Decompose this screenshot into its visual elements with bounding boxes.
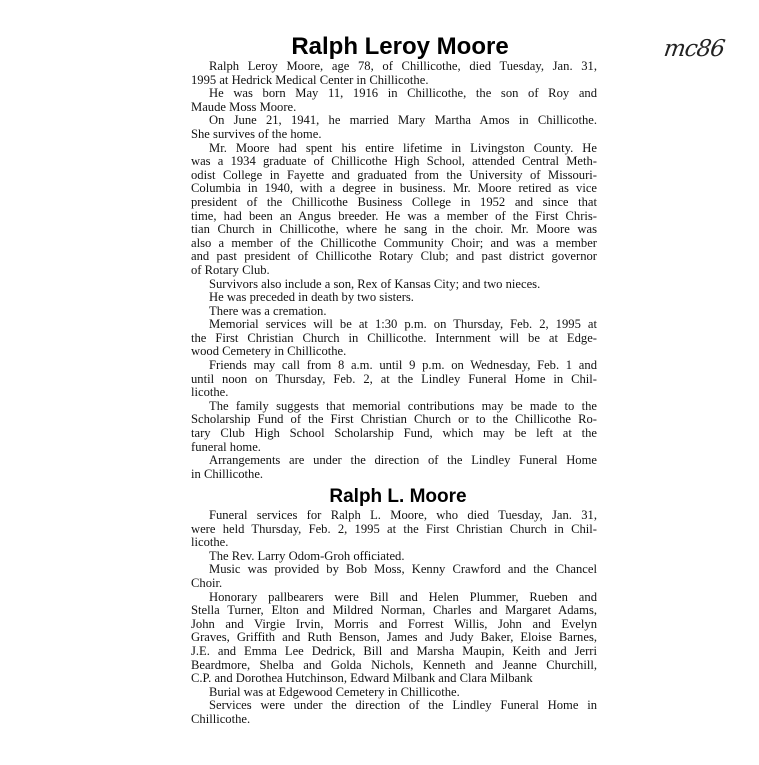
text-line: of Rotary Club. [191, 263, 270, 277]
text-line: 1995 at Hedrick Medical Center in Chillicothe. [191, 73, 429, 87]
text-line: C.P. and Dorothea Hutchinson, Edward Milbank and Clara Milbank [191, 672, 533, 686]
paragraph [191, 563, 597, 590]
paragraph [191, 60, 597, 87]
paragraph [191, 359, 597, 400]
text-line: Ralph Leroy Moore, age 78, of Chillicothe, died Tuesday, Jan. 31, [209, 60, 597, 73]
text-line: He was born May 11, 1916 in Chillicothe, the son of Roy and [209, 87, 597, 101]
text-line: The Rev. Larry Odom-Groh officiated. [209, 549, 405, 563]
paragraph [191, 114, 597, 141]
text-line: Chillicothe. [191, 712, 251, 726]
text-line: were held Thursday, Feb. 2, 1995 at the First Christian Church in Chil- [191, 522, 597, 536]
funeral-notice-title: Ralph L. Moore [329, 486, 467, 507]
text-line: odist College in Fayette and graduated from the University of Missouri- [191, 168, 597, 182]
handwritten-note: mc86 [662, 36, 726, 62]
text-line: He was preceded in death by two sisters. [209, 291, 414, 305]
paragraph [191, 305, 597, 319]
text-line: Columbia in 1940, with a degree in business. Mr. Moore retired as vice [191, 182, 597, 196]
text-line: in Chillicothe. [191, 467, 264, 481]
funeral-notice-body [191, 509, 597, 727]
text-line: Music was provided by Bob Moss, Kenny Crawford and the Chancel [209, 563, 597, 577]
paragraph [191, 87, 597, 114]
text-line: The family suggests that memorial contributions may be made to the [209, 399, 597, 413]
text-line: There was a cremation. [209, 304, 327, 318]
paragraph [191, 699, 597, 726]
text-line: On June 21, 1941, he married Mary Martha Amos in Chillicothe. [209, 114, 597, 128]
text-line: Survivors also include a son, Rex of Kansas City; and two nieces. [209, 277, 541, 291]
text-line: Choir. [191, 576, 223, 590]
text-line: licothe. [191, 536, 229, 550]
text-line: and past president of Chillicothe Rotary Club; and past district governor [191, 250, 597, 264]
paragraph [191, 318, 597, 359]
text-line: until noon on Thursday, Feb. 2, at the Lindley Funeral Home in Chil- [191, 372, 597, 386]
text-line: Funeral services for Ralph L. Moore, who died Tuesday, Jan. 31, [209, 509, 597, 522]
text-line: also a member of the Chillicothe Community Choir; and was a member [191, 236, 597, 250]
paragraph [191, 400, 597, 454]
text-line: was a 1934 graduate of Chillicothe High School, attended Central Meth- [191, 155, 597, 169]
text-line: licothe. [191, 386, 229, 400]
text-line: tian Church in Chillicothe, where he sang in the choir. Mr. Moore was [191, 223, 597, 237]
text-line: Arrangements are under the direction of the Lindley Funeral Home [209, 454, 597, 468]
text-line: Memorial services will be at 1:30 p.m. on Thursday, Feb. 2, 1995 at [209, 318, 597, 332]
text-line: She survives of the home. [191, 127, 322, 141]
text-line: Mr. Moore had spent his entire lifetime in Livingston County. He [209, 141, 597, 155]
text-line: Scholarship Fund of the First Christian Church or to the Chillicothe Ro- [191, 413, 597, 427]
text-line: Honorary pallbearers were Bill and Helen Plummer, Rueben and [209, 590, 597, 604]
text-line: funeral home. [191, 440, 261, 454]
paragraph [191, 278, 597, 292]
text-line: Services were under the direction of the Lindley Funeral Home in [209, 699, 597, 713]
text-line: president of the Chillicothe Business College in 1952 and since that [191, 195, 597, 209]
paragraph [191, 550, 597, 564]
text-line: Graves, Griffith and Ruth Benson, James and Judy Baker, Eloise Barnes, [191, 631, 597, 645]
obituary-body [191, 60, 597, 481]
paragraph [191, 591, 597, 686]
text-line: J.E. and Emma Lee Dedrick, Bill and Marsha Maupin, Keith and Jerri [191, 644, 597, 658]
text-line: Stella Turner, Elton and Mildred Norman, Charles and Margaret Adams, [191, 604, 597, 618]
paragraph [191, 454, 597, 481]
paragraph [191, 509, 597, 550]
paragraph [191, 686, 597, 700]
text-line: John and Virgie Irvin, Morris and Forrest Willis, John and Evelyn [191, 617, 597, 631]
text-line: Maude Moss Moore. [191, 100, 297, 114]
text-line: wood Cemetery in Chillicothe. [191, 345, 347, 359]
text-line: Beardmore, Shelba and Golda Nichols, Kenneth and Jeanne Churchill, [191, 658, 597, 672]
text-line: Friends may call from 8 a.m. until 9 p.m. on Wednesday, Feb. 1 and [209, 359, 597, 373]
funeral-notice-section [191, 484, 597, 727]
obituary-section [191, 34, 597, 481]
text-line: time, had been an Angus breeder. He was a member of the First Chris- [191, 209, 597, 223]
paragraph [191, 142, 597, 278]
obituary-title: Ralph Leroy Moore [291, 33, 509, 60]
text-line: the First Christian Church in Chillicothe. Internment will be at Edge- [191, 331, 597, 345]
text-line: Burial was at Edgewood Cemetery in Chillicothe. [209, 685, 460, 699]
paragraph [191, 291, 597, 305]
text-line: tary Club High School Scholarship Fund, which may be left at the [191, 427, 597, 441]
